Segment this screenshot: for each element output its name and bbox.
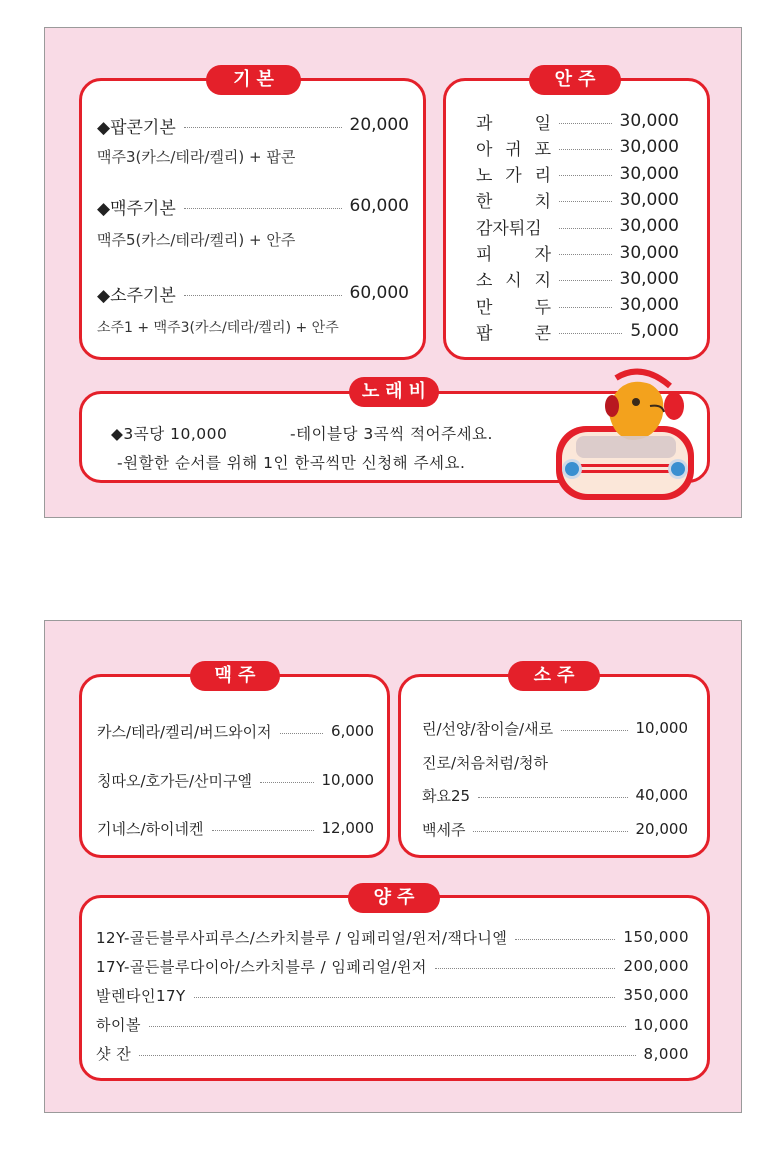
anju-name-part: 리 — [534, 166, 551, 187]
item-price: 30,000 — [619, 216, 679, 237]
leader-dots — [149, 1026, 626, 1027]
liquor-item — [96, 1013, 689, 1037]
leader-dots — [212, 830, 314, 831]
anju-item-name — [476, 319, 551, 344]
anju-item — [476, 187, 679, 213]
leader-dots — [194, 997, 616, 998]
leader-dots — [515, 939, 615, 940]
anju-name-part: 아 — [476, 139, 493, 160]
item-price: 6,000 — [331, 722, 374, 740]
liquor-item — [96, 1042, 689, 1066]
mascot-karaoke-icon — [550, 366, 700, 506]
soju-item — [422, 750, 688, 774]
item-name: 카스/테라/켈리/버드와이저 — [97, 722, 272, 741]
item-name: 린/선양/참이슬/새로 — [422, 719, 554, 738]
item-price: 30,000 — [619, 163, 679, 184]
item-price: 350,000 — [623, 986, 689, 1005]
basic-item-price: 60,000 — [349, 283, 409, 303]
leader-dots — [559, 307, 612, 308]
beer-label: 맥주 — [190, 661, 280, 691]
anju-name-part: 자 — [534, 245, 551, 265]
anju-item — [476, 161, 679, 187]
anju-name-part: 가 — [505, 166, 522, 187]
leader-dots — [139, 1055, 635, 1056]
leader-dots — [473, 831, 627, 832]
basic-item-desc: 맥주3(카스/테라/켈리) + 팝콘 — [97, 148, 296, 166]
item-price: 30,000 — [619, 295, 679, 316]
basic-item-desc: 소주1 + 맥주3(카스/테라/켈리) + 안주 — [97, 320, 339, 336]
liquor-item — [96, 954, 689, 978]
item-name: 하이볼 — [96, 1016, 141, 1035]
item-price: 10,000 — [635, 719, 688, 737]
anju-item — [476, 240, 679, 266]
item-name: 칭따오/호가든/산미구엘 — [97, 771, 253, 790]
leader-dots — [184, 295, 342, 296]
item-name: 화요25 — [422, 786, 471, 805]
basic-item-name: ◆맥주기본 — [97, 198, 176, 219]
anju-name-part: 과 — [476, 113, 493, 134]
norae-line1a: ◆3곡당 10,000 — [111, 425, 228, 443]
anju-item — [476, 266, 679, 292]
leader-dots — [280, 733, 323, 734]
basic-item-soju — [97, 280, 409, 306]
anju-name-part: 귀 — [505, 139, 522, 160]
basic-item-price: 60,000 — [349, 196, 409, 216]
leader-dots — [559, 280, 612, 281]
leader-dots — [559, 149, 612, 150]
leader-dots — [559, 333, 622, 334]
item-name: 백세주 — [422, 820, 466, 839]
anju-item-name — [476, 187, 551, 212]
beer-item — [97, 768, 374, 792]
liquor-label: 양주 — [348, 883, 440, 913]
anju-item-name — [476, 293, 551, 318]
anju-label: 안주 — [529, 65, 621, 95]
item-name: 진로/처음처럼/청하 — [422, 753, 549, 772]
item-price: 8,000 — [643, 1044, 689, 1063]
anju-name-part: 두 — [534, 297, 551, 318]
anju-item-name — [476, 266, 551, 291]
item-price: 30,000 — [619, 111, 679, 131]
soju-label: 소주 — [508, 661, 600, 691]
item-name: 샷 잔 — [96, 1045, 132, 1064]
leader-dots — [435, 968, 616, 969]
item-price: 200,000 — [623, 957, 689, 976]
item-name: 발렌타인17Y — [96, 986, 186, 1005]
item-price: 40,000 — [635, 786, 688, 804]
item-name: 기네스/하이네켄 — [97, 819, 204, 838]
anju-item-name — [476, 161, 551, 186]
anju-item-name — [476, 109, 551, 134]
soju-item — [422, 817, 688, 841]
anju-item — [476, 134, 679, 160]
anju-item — [476, 108, 679, 134]
item-price: 5,000 — [630, 321, 679, 342]
norae-label: 노래비 — [349, 377, 439, 407]
item-price: 10,000 — [321, 771, 374, 789]
anju-name-part: 팝 — [476, 323, 493, 344]
anju-name-part: 노 — [476, 166, 493, 187]
leader-dots — [559, 254, 612, 255]
liquor-item — [96, 983, 689, 1007]
anju-name-part: 콘 — [534, 323, 551, 344]
norae-line1b: -테이블당 3곡씩 적어주세요. — [290, 425, 493, 443]
anju-item-name — [476, 240, 551, 265]
leader-dots — [559, 175, 612, 176]
basic-item-price: 20,000 — [349, 115, 409, 135]
liquor-item — [96, 925, 689, 949]
basic-item-name: ◆팝콘기본 — [97, 117, 176, 138]
anju-name-part: 감자튀김 — [476, 218, 542, 239]
anju-item — [476, 318, 679, 344]
anju-item — [476, 213, 679, 239]
basic-item-name: ◆소주기본 — [97, 285, 176, 306]
anju-name-part: 시 — [505, 271, 522, 292]
menu-card-bottom — [44, 620, 742, 1113]
item-name: 12Y-골든블루사피루스/스카치블루 / 임페리얼/윈저/잭다니엘 — [96, 928, 508, 947]
anju-name-part: 치 — [534, 192, 551, 213]
item-price: 10,000 — [633, 1015, 689, 1034]
menu-card-top — [44, 27, 742, 518]
item-price: 150,000 — [623, 928, 689, 946]
item-name: 17Y-골든블루다이아/스카치블루 / 임페리얼/윈저 — [96, 957, 427, 976]
anju-name-part: 일 — [534, 113, 551, 134]
leader-dots — [559, 228, 612, 229]
beer-item — [97, 816, 374, 840]
leader-dots — [561, 730, 627, 731]
anju-item — [476, 292, 679, 318]
leader-dots — [478, 797, 627, 798]
anju-item-name — [476, 214, 551, 239]
item-price: 30,000 — [619, 137, 679, 158]
leader-dots — [559, 123, 612, 124]
item-price: 30,000 — [619, 189, 679, 210]
anju-name-part: 소 — [476, 271, 493, 292]
leader-dots — [260, 782, 313, 783]
soju-item — [422, 783, 688, 807]
leader-dots — [184, 127, 342, 128]
basic-label: 기본 — [206, 65, 301, 95]
basic-item-popcorn — [97, 112, 409, 138]
beer-item — [97, 719, 374, 743]
anju-name-part: 지 — [534, 271, 551, 292]
anju-name-part: 만 — [476, 297, 493, 318]
anju-item-name — [476, 135, 551, 160]
anju-name-part: 한 — [476, 192, 493, 213]
item-price: 30,000 — [619, 242, 679, 263]
item-price: 30,000 — [619, 268, 679, 289]
basic-item-beer — [97, 193, 409, 219]
anju-name-part: 피 — [476, 245, 493, 265]
item-price: 12,000 — [321, 819, 374, 837]
item-price: 20,000 — [635, 820, 688, 838]
anju-name-part: 포 — [534, 139, 551, 160]
leader-dots — [184, 208, 342, 209]
norae-line2: -원할한 순서를 위해 1인 한곡씩만 신청해 주세요. — [117, 454, 466, 472]
leader-dots — [559, 201, 612, 202]
soju-item — [422, 716, 688, 740]
basic-item-desc: 맥주5(카스/테라/켈리) + 안주 — [97, 231, 296, 249]
